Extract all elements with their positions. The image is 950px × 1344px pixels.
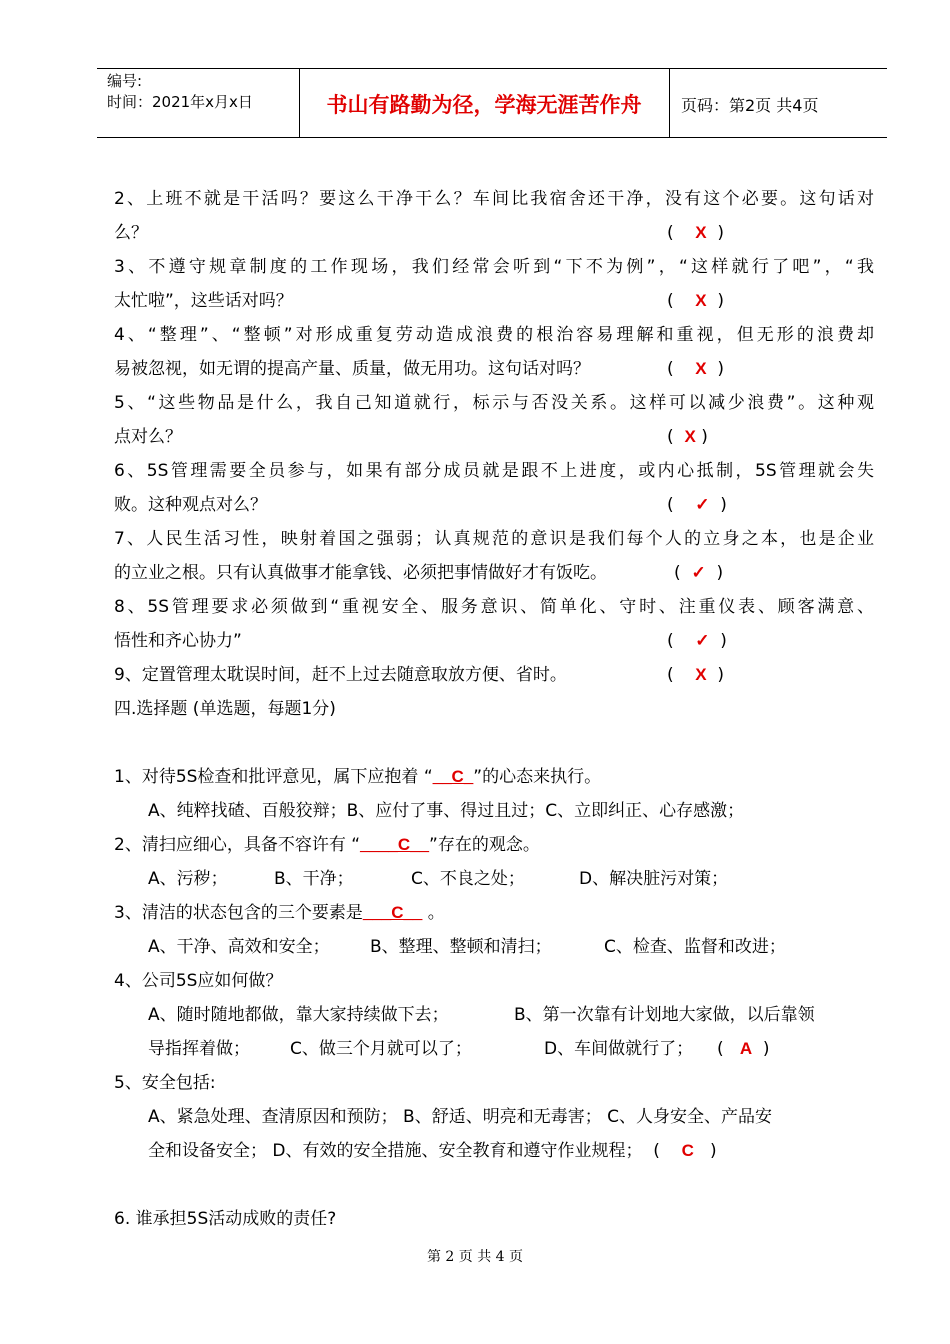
answer-mark: X — [695, 665, 707, 684]
page-footer: 第 2 页 共 4 页 — [426, 1249, 524, 1265]
section-heading: 四.选择题 (单选题，每题1分) — [114, 699, 336, 719]
true-false-question — [114, 386, 874, 454]
question-text-cont: 么？ ( X ) — [114, 223, 725, 243]
answer-blank: __C_ — [432, 767, 474, 786]
true-false-question — [114, 318, 874, 386]
time-label: 时间：2021年x月x日 — [107, 93, 253, 111]
page-info: 页码：第2页 共4页 — [681, 96, 819, 115]
header-motto: 书山有路勤为径，学海无涯苦作舟 — [326, 92, 642, 117]
answer-mark: X — [695, 359, 707, 378]
true-false-question — [114, 590, 874, 658]
true-false-question — [114, 182, 874, 250]
true-false-question — [114, 522, 874, 590]
question-text-cont: 易被忽视，如无谓的提高产量、质量，做无用功。这句话对吗？ ( X ) — [114, 359, 725, 379]
question-text: 1、对待5S检查和批评意见，属下应抱着 “__C_”的心态来执行。 — [114, 767, 602, 787]
answer-mark: X — [695, 291, 707, 310]
number-label: 编号: — [107, 72, 143, 90]
true-false-question — [114, 658, 874, 692]
answer-blank: ____C__ — [360, 835, 430, 854]
question-text: 5、安全包括: — [114, 1073, 216, 1093]
question-text: 4、“整理”、“整顿”对形成重复劳动造成浪费的根治容易理解和重视，但无形的浪费却 — [114, 325, 874, 345]
true-false-question — [114, 250, 874, 318]
page-header — [97, 68, 887, 138]
question-text: 2、上班不就是干活吗？要这么干净干么？车间比我宿舍还干净，没有这个必要。这句话对 — [114, 189, 874, 209]
answer-mark: X — [684, 427, 696, 446]
answer-mark: ✓ — [691, 563, 706, 582]
header-divider — [669, 69, 670, 137]
question-options: A、纯粹找碴、百般狡辩；B、应付了事、得过且过；C、立即纠正、心存感激； — [148, 801, 745, 821]
question-text: 3、清洁的状态包含的三个要素是___C__ 。 — [114, 903, 445, 923]
question-text-cont: 悟性和齐心协力” ( ✓ ) — [114, 631, 727, 651]
answer-mark: A — [739, 1039, 753, 1058]
question-options: A、干净、高效和安全； B、整理、整顿和清扫； C、检查、监督和改进； — [148, 937, 786, 957]
choice-question — [114, 896, 874, 964]
true-false-question — [114, 454, 874, 522]
question-text: 5、“这些物品是什么，我自己知道就行，标示与否没关系。这样可以减少浪费”。这种观 — [114, 393, 874, 413]
choice-question — [114, 760, 874, 828]
question-text: 7、人民生活习性，映射着国之强弱；认真规范的意识是我们每个人的立身之本，也是企业 — [114, 529, 874, 549]
question-text: 3、不遵守规章制度的工作现场，我们经常会听到“下不为例”，“这样就行了吧”，“我 — [114, 257, 874, 277]
answer-blank: ___C__ — [362, 903, 423, 922]
question-text: 4、公司5S应如何做？ — [114, 971, 283, 991]
choice-question — [114, 1066, 874, 1168]
question-text-cont: 点对么？ ( X ) — [114, 427, 708, 447]
question-text: 6、5S管理需要全员参与，如果有部分成员就是跟不上进度，或内心抵制，5S管理就会失 — [114, 461, 874, 481]
question-text-cont: 败。这种观点对么？ ( ✓ ) — [114, 495, 727, 515]
answer-mark: X — [695, 223, 707, 242]
header-meta — [107, 71, 253, 113]
answer-mark: ✓ — [695, 631, 710, 650]
choice-question — [114, 828, 874, 896]
answer-mark: C — [681, 1141, 694, 1160]
question-options: A、紧急处理、查清原因和预防； B、舒适、明亮和无毒害； C、人身安全、产品安 — [148, 1107, 772, 1127]
question-text-cont: 的立业之根。只有认真做事才能拿钱、必须把事情做好才有饭吃。 ( ✓ ) — [114, 563, 724, 583]
answer-mark: ✓ — [695, 495, 710, 514]
choice-question — [114, 964, 874, 1066]
document-body — [114, 182, 874, 1236]
question-text-cont: 太忙啦”，这些话对吗？ ( X ) — [114, 291, 725, 311]
question-text: 6. 谁承担5S活动成败的责任? — [114, 1209, 337, 1229]
question-text: 2、清扫应细心，具备不容许有 “____C__”存在的观念。 — [114, 835, 540, 855]
question-options: A、污秽； B、干净； C、不良之处； D、解决脏污对策； — [148, 869, 729, 889]
question-text: 9、定置管理太耽误时间，赶不上过去随意取放方便、省时。 ( X ) — [114, 665, 725, 685]
question-options-cont: 导指挥着做； C、做三个月就可以了； D、车间做就行了； ( A ) — [148, 1039, 770, 1059]
question-options: A、随时随地都做，靠大家持续做下去； B、第一次靠有计划地大家做，以后靠领 — [148, 1005, 815, 1025]
question-options-cont: 全和设备安全； D、有效的安全措施、安全教育和遵守作业规程； ( C ) — [148, 1141, 717, 1161]
question-text: 8、5S管理要求必须做到“重视安全、服务意识、简单化、守时、注重仪表、顾客满意、 — [114, 597, 874, 617]
